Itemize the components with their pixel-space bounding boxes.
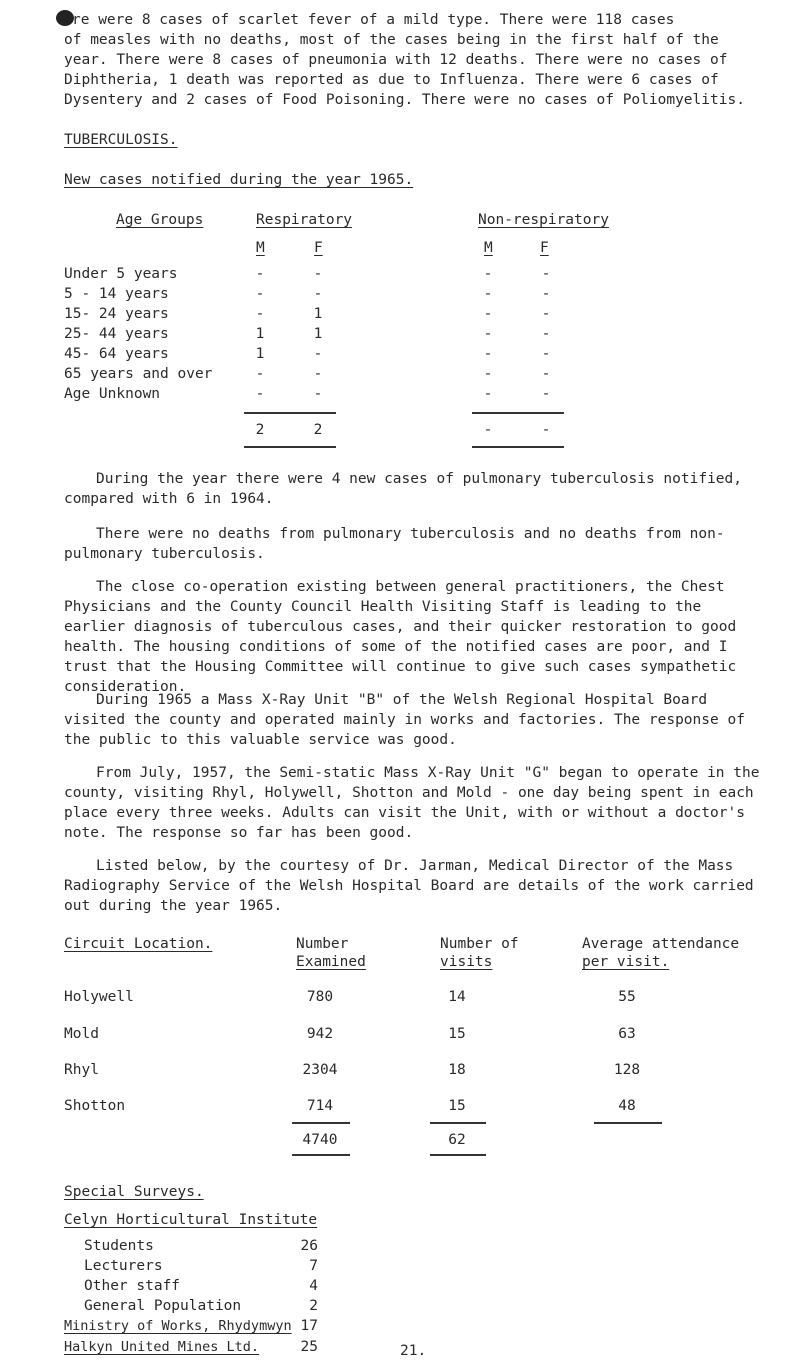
- tb-cell: -: [541, 386, 551, 402]
- survey-item-label: Lecturers: [84, 1258, 163, 1274]
- tb-cell: -: [483, 286, 493, 302]
- intro-line-1: re were 8 cases of scarlet fever of a mild type. There were 118 cases: [56, 10, 674, 30]
- xray-average: 48: [618, 1098, 636, 1114]
- xray-col-examined: Examined: [296, 954, 366, 970]
- xray-rule-bottom-number: [292, 1154, 350, 1156]
- xray-average: 128: [613, 1062, 641, 1078]
- survey-item-value: 7: [309, 1258, 318, 1274]
- intro-line-5: Dysentery and 2 cases of Food Poisoning. There were no cases of Poliomyelitis.: [64, 92, 745, 108]
- surveys-ministry: Ministry of Works, Rhydymwyn: [64, 1318, 292, 1334]
- tb-col-age: Age Groups: [116, 212, 204, 228]
- xray-average: 55: [618, 989, 636, 1005]
- tb-rule-top-nonresp: [472, 412, 564, 414]
- xray-total-visits: 62: [448, 1132, 466, 1148]
- xray-col-avg-1: Average attendance: [582, 936, 740, 952]
- tb-total: 2: [313, 422, 323, 438]
- xray-col-number: Number: [296, 936, 349, 952]
- xray-visits: 18: [448, 1062, 466, 1078]
- survey-item-value: 4: [309, 1278, 318, 1294]
- surveys-heading: Special Surveys.: [64, 1184, 204, 1200]
- xray-number: 714: [306, 1098, 334, 1114]
- tb-cell: -: [541, 286, 551, 302]
- tb-cell: -: [255, 306, 265, 322]
- xray-col-location: Circuit Location.: [64, 936, 213, 952]
- xray-total-number: 4740: [302, 1132, 338, 1148]
- tb-cell: -: [483, 306, 493, 322]
- paragraph: The close co-operation existing between general practitioners, the Chest Physicians and the County Council Health Visiting Staff is leading to the earlier diagnosis of tuberculous cases, and their quicker restoration to good health. The housing conditions of some of the notified cases are poor, and I trust that the Housing Committee will continue to give such cases sympathetic consideration.: [64, 579, 737, 695]
- tb-cell: -: [541, 346, 551, 362]
- tb-cell: -: [313, 266, 323, 282]
- xray-number: 942: [306, 1026, 334, 1042]
- tb-row-label: 15- 24 years: [64, 306, 169, 322]
- tb-cell: 1: [255, 326, 265, 342]
- tb-resp-m: M: [256, 240, 265, 256]
- tb-cell: -: [483, 386, 493, 402]
- tb-cell: -: [313, 386, 323, 402]
- tb-cell: -: [255, 266, 265, 282]
- tb-row-label: 65 years and over: [64, 366, 213, 382]
- survey-item-value: 2: [309, 1298, 318, 1314]
- tb-rule-bottom-nonresp: [472, 446, 564, 448]
- survey-item-label: General Population: [84, 1298, 242, 1314]
- paragraph: From July, 1957, the Semi-static Mass X-Ray Unit "G" began to operate in the county, visiting Rhyl, Holywell, Shotton and Mold - one day being spent in each place every three weeks. Adults can visit the Unit, with or without a doctor's note. The response so far has been good.: [64, 765, 760, 841]
- tb-rule-top-resp: [244, 412, 336, 414]
- tb-cell: -: [255, 386, 265, 402]
- tb-nonresp-m: M: [484, 240, 493, 256]
- xray-rule-top-average: [594, 1122, 662, 1124]
- page-number: 21.: [400, 1343, 427, 1359]
- tb-total: 2: [255, 422, 265, 438]
- tb-cell: -: [483, 346, 493, 362]
- surveys-halkyn: Halkyn United Mines Ltd.: [64, 1339, 260, 1355]
- survey-item-label: Students: [84, 1238, 154, 1254]
- surveys-halkyn-value: 25: [300, 1339, 318, 1355]
- xray-average: 63: [618, 1026, 636, 1042]
- tb-row-label: Age Unknown: [64, 386, 161, 402]
- tb-resp-f: F: [314, 240, 323, 256]
- xray-rule-bottom-visits: [430, 1154, 486, 1156]
- tb-cell: -: [313, 286, 323, 302]
- tb-col-resp: Respiratory: [256, 212, 353, 228]
- tb-cell: 1: [313, 326, 323, 342]
- intro-line-3: year. There were 8 cases of pneumonia with 12 deaths. There were no cases of: [64, 52, 728, 68]
- xray-col-visits-2: visits: [440, 954, 493, 970]
- tb-row-label: 5 - 14 years: [64, 286, 169, 302]
- xray-location: Mold: [64, 1026, 99, 1042]
- tb-row-label: Under 5 years: [64, 266, 178, 282]
- xray-visits: 15: [448, 1026, 466, 1042]
- tb-cell: -: [541, 326, 551, 342]
- xray-col-visits-1: Number of: [440, 936, 519, 952]
- xray-visits: 14: [448, 989, 466, 1005]
- xray-location: Shotton: [64, 1098, 126, 1114]
- paragraph: Listed below, by the courtesy of Dr. Jarman, Medical Director of the Mass Radiography Service of the Welsh Hospital Board are details of the work carried out during the year 1965.: [64, 858, 754, 914]
- paragraph: There were no deaths from pulmonary tuberculosis and no deaths from non-pulmonary tuberculosis.: [64, 526, 725, 562]
- tb-cell: -: [541, 266, 551, 282]
- paragraph: During the year there were 4 new cases of pulmonary tuberculosis notified, compared with 6 in 1964.: [64, 471, 743, 507]
- tb-cell: -: [483, 326, 493, 342]
- tb-nonresp-f: F: [540, 240, 549, 256]
- tb-cell: 1: [255, 346, 265, 362]
- xray-visits: 15: [448, 1098, 466, 1114]
- tb-cell: -: [483, 266, 493, 282]
- tb-cell: -: [313, 366, 323, 382]
- xray-rule-top-visits: [430, 1122, 486, 1124]
- paragraph: During 1965 a Mass X-Ray Unit "B" of the Welsh Regional Hospital Board visited the county and operated mainly in works and factories. The response of the public to this valuable service was good.: [64, 692, 745, 748]
- tb-cell: 1: [313, 306, 323, 322]
- xray-location: Rhyl: [64, 1062, 99, 1078]
- survey-item-label: Other staff: [84, 1278, 181, 1294]
- xray-number: 780: [306, 989, 334, 1005]
- tb-row-label: 25- 44 years: [64, 326, 169, 342]
- tb-cell: -: [255, 286, 265, 302]
- tb-col-nonresp: Non-respiratory: [478, 212, 609, 228]
- tb-total: -: [483, 422, 493, 438]
- tb-cell: -: [541, 366, 551, 382]
- tb-total: -: [541, 422, 551, 438]
- intro-line-2: of measles with no deaths, most of the cases being in the first half of the: [64, 32, 719, 48]
- xray-rule-top-number: [292, 1122, 350, 1124]
- intro-line-4: Diphtheria, 1 death was reported as due to Influenza. There were 6 cases of: [64, 72, 719, 88]
- surveys-celyn: Celyn Horticultural Institute: [64, 1212, 318, 1228]
- tb-cell: -: [483, 366, 493, 382]
- tb-heading: TUBERCULOSIS.: [64, 132, 178, 148]
- tb-cell: -: [255, 366, 265, 382]
- xray-location: Holywell: [64, 989, 134, 1005]
- surveys-ministry-value: 17: [300, 1318, 318, 1334]
- tb-subheading: New cases notified during the year 1965.: [64, 172, 414, 188]
- xray-col-avg-2: per visit.: [582, 954, 670, 970]
- tb-cell: -: [541, 306, 551, 322]
- tb-rule-bottom-resp: [244, 446, 336, 448]
- xray-number: 2304: [302, 1062, 338, 1078]
- tb-row-label: 45- 64 years: [64, 346, 169, 362]
- tb-cell: -: [313, 346, 323, 362]
- survey-item-value: 26: [300, 1238, 318, 1254]
